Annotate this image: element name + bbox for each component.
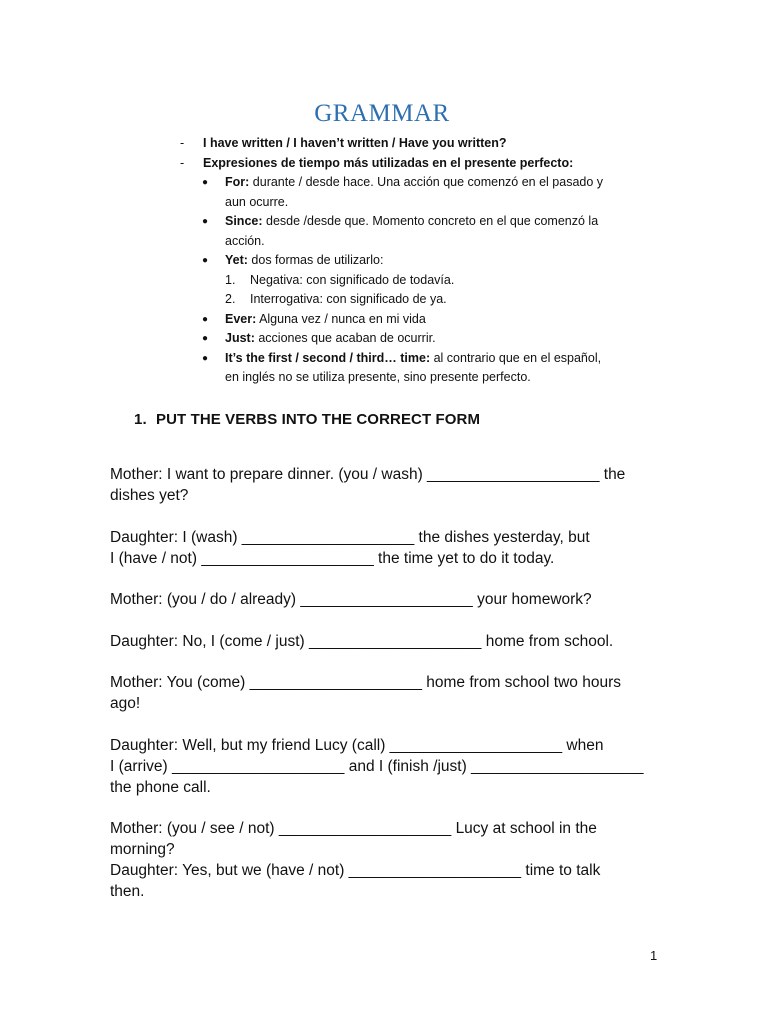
grammar-notes [178,134,658,388]
bullet-icon: ● [202,177,209,188]
dash-marker: - [180,155,185,170]
bullet-text: desde /desde que. Momento concreto en el que comenzó la [262,214,599,228]
bullet-text-continued: acción. [225,233,265,248]
expressions-text: Expresiones de tiempo más utilizadas en el presente perfecto: [203,155,574,170]
bullet-text-continued: aun ocurre. [225,194,289,209]
dialogue-line: Mother: (you / see / not) ____________________ Lucy at school in the [110,820,597,837]
dialogue-paragraph [110,527,670,569]
dialogue-line: I (have / not) ____________________ the time yet to do it today. [110,549,555,567]
bullet-term: For: [225,175,250,189]
forms-text: I have written / I haven’t written / Have you written? [203,136,507,150]
bullet-term: Ever: [225,311,257,326]
dialogue-paragraph [110,672,670,714]
subitem-number: 2. [225,292,236,306]
page-number: 1 [650,948,658,963]
dialogue-paragraph [110,464,670,506]
subitem-text: Negativa: con significado de todavía. [250,272,455,287]
exercise-number: 1. [134,411,147,428]
dash-item-expressions [178,154,658,174]
dialogue-line: Daughter: No, I (come / just) ____________________ home from school. [110,632,614,650]
dialogue-line: Mother: (you / do / already) ____________________ your homework? [110,591,592,608]
bullet-text: acciones que acaban de ocurrir. [254,331,436,345]
dialogue-line: the phone call. [110,778,211,796]
dialogue-line: morning? [110,841,175,858]
dialogue-paragraph [110,589,670,610]
bullet-icon: ● [202,216,209,227]
dash-marker: - [180,136,185,150]
bullet-item-since [178,212,658,251]
dialogue-paragraph [110,735,670,798]
bullet-term: Since: [225,214,263,228]
yet-subitem-interrogative [178,290,658,310]
bullet-text: al contrario que en el español, [430,350,602,365]
bullet-term: Just: [225,331,255,345]
bullet-item-ever [178,310,658,330]
page-title: GRAMMAR [314,100,450,127]
exercise-title: PUT THE VERBS INTO THE CORRECT FORM [156,411,481,428]
bullet-text: durante / desde hace. Una acción que comenzó en el pasado y [249,175,604,189]
dialogue-line: Mother: You (come) ____________________ home from school two hours [110,674,621,691]
bullet-icon: ● [202,352,209,364]
dialogue-line: Daughter: I (wash) ____________________ the dishes yesterday, but [110,528,590,546]
dialogue-line: Mother: I want to prepare dinner. (you / wash) ____________________ the [110,466,626,483]
dash-item-forms [178,134,658,154]
exercise-dialogue [110,464,670,902]
dialogue-paragraph [110,631,670,652]
bullet-term: It’s the first / second / third… time: [225,350,431,365]
bullet-icon: ● [202,255,209,266]
bullet-item-yet [178,251,658,271]
bullet-icon: ● [202,333,209,344]
bullet-term: Yet: [225,253,248,267]
dialogue-line: dishes yet? [110,487,189,504]
bullet-text: Alguna vez / nunca en mi vida [256,311,426,326]
bullet-item-first-time [178,349,658,388]
dialogue-line: Daughter: Yes, but we (have / not) ____________________ time to talk [110,862,601,879]
time-expressions-list [178,173,658,388]
bullet-text: dos formas de utilizarlo: [247,253,384,267]
bullet-item-just [178,329,658,349]
exercise-heading [134,411,480,428]
bullet-text-continued: en inglés no se utiliza presente, sino presente perfecto. [225,370,531,384]
bullet-icon: ● [202,313,209,325]
dialogue-line: Daughter: Well, but my friend Lucy (call) ____________________ when [110,736,604,754]
dialogue-paragraph [110,818,670,902]
subitem-text: Interrogativa: con significado de ya. [250,292,447,306]
dialogue-line: then. [110,883,145,900]
dialogue-line: I (arrive) ____________________ and I (finish /just) ____________________ [110,757,644,775]
bullet-item-for [178,173,658,212]
dialogue-line: ago! [110,695,141,712]
subitem-number: 1. [225,272,236,287]
yet-subitem-negative [178,271,658,291]
